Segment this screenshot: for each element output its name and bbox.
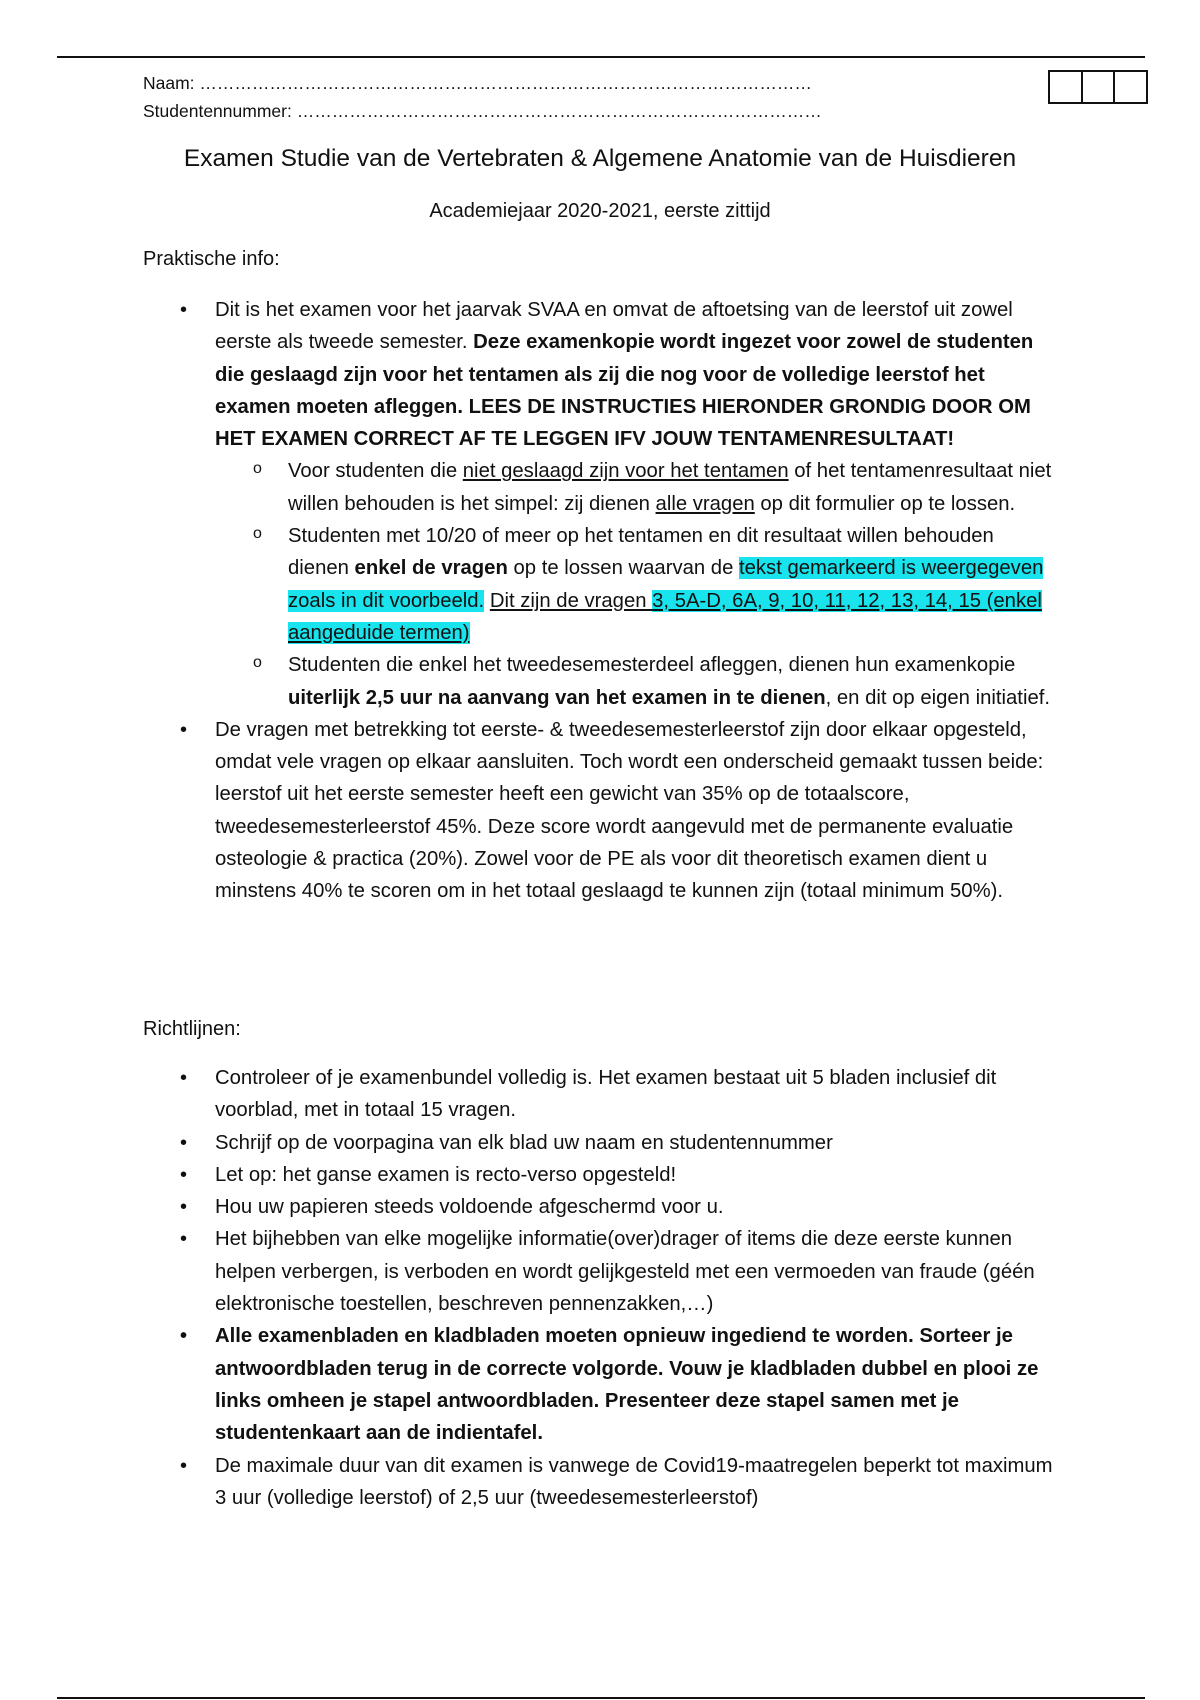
sub-list-item xyxy=(0,455,1060,520)
list-item: • Schrijf op de voorpagina van elk blad uw naam en studentennummer xyxy=(0,1127,1060,1159)
text: Voor studenten die xyxy=(288,460,463,483)
text: op dit formulier op te lossen. xyxy=(754,492,1016,515)
score-box xyxy=(1083,72,1116,102)
highlighted-question-list: 3, 5A-D, 6A, 9, 10, 11, 12, 13, 14, 15 (enkel aangeduide termen) xyxy=(288,589,1042,644)
list-item: • Let op: het ganse examen is recto-verso opgesteld! xyxy=(0,1159,1060,1191)
text: Studenten met 10/20 of meer op het tentamen en dit resultaat willen behouden dienen xyxy=(288,525,994,580)
exam-title: Examen Studie van de Vertebraten & Algemene Anatomie van de Huisdieren xyxy=(183,145,1017,172)
bold-text: uiterlijk 2,5 uur na aanvang van het examen in te dienen xyxy=(288,686,826,709)
list-item: • De maximale duur van dit examen is vanwege de Covid19-maatregelen beperkt tot maximum 3 uur (volledige leerstof) of 2,5 uur (tweedesemesterleerstof) xyxy=(0,1450,1060,1515)
text: , en dit op eigen initiatief. xyxy=(825,686,1050,709)
underlined-text: niet geslaagd zijn voor het tentamen xyxy=(462,460,789,483)
guidelines-list xyxy=(0,1062,1200,1514)
highlighted-text: tekst gemarkeerd is weergegeven zoals in dit voorbeeld. xyxy=(288,557,1044,612)
practical-info-list xyxy=(0,294,1200,908)
text: Dit is het examen voor het jaarvak SVAA en omvat de aftoetsing van de leerstof uit zowel eerste als tweede semester. xyxy=(215,299,1013,354)
score-box xyxy=(1115,72,1146,102)
exam-subtitle: Academiejaar 2020-2021, eerste zittijd xyxy=(429,200,771,222)
list-item: • Controleer of je examenbundel volledig is. Het examen bestaat uit 5 bladen inclusief dit voorblad, met in totaal 15 vragen. xyxy=(0,1062,1060,1127)
text: Studenten die enkel het tweedesemesterdeel afleggen, dienen hun examenkopie xyxy=(288,654,1016,677)
bottom-rule xyxy=(57,1697,1145,1699)
score-boxes xyxy=(1048,70,1148,104)
text: De vragen met betrekking tot eerste- & tweedesemesterleerstof zijn door elkaar opgesteld, omdat vele vragen op elkaar aansluiten. Toch wordt een onderscheid gemaakt tussen beide: leerstof uit het eerste semester heeft een gewicht van 35% op de totaalscore, tweedesemesterleerstof 45%. Deze score wordt aangevuld met de permanente evaluatie osteologie & practica (20%). Zowel voor de PE als voor dit theoretisch examen dient u minstens 40% te scoren om in het totaal geslaagd te kunnen zijn (totaal minimum 50%). xyxy=(215,718,1044,903)
student-number-field: Studentennummer: ……………………………………………………………………………… xyxy=(143,101,822,121)
sub-list-item xyxy=(0,649,1060,714)
list-item: • Alle examenbladen en kladbladen moeten opnieuw ingediend te worden. Sorteer je antwoordbladen terug in de correcte volgorde. Vouw je kladbladen dubbel en plooi ze links omheen je stapel antwoordbladen. Presenteer deze stapel samen met je studentenkaart aan de indientafel. xyxy=(0,1320,1060,1449)
list-item: • Het bijhebben van elke mogelijke informatie(over)drager of items die deze eerste kunnen helpen verbergen, is verboden en wordt gelijkgesteld met een vermoeden van fraude (géén elektronische toestellen, beschreven pennenzakken,…) xyxy=(0,1223,1060,1320)
list-item xyxy=(0,294,1060,455)
practical-info-heading: Praktische info: xyxy=(143,248,280,270)
score-box xyxy=(1050,72,1083,102)
list-item: • Hou uw papieren steeds voldoende afgeschermd voor u. xyxy=(0,1191,1060,1223)
sub-list-item xyxy=(0,520,1060,649)
list-item xyxy=(0,714,1060,908)
underlined-text: Dit zijn de vragen xyxy=(489,589,653,612)
top-rule xyxy=(57,56,1145,58)
underlined-text: alle vragen xyxy=(655,492,755,515)
name-field: Naam: …………………………………………………………………………………………… xyxy=(143,73,812,93)
text: of het tentamenresultaat niet willen behouden is het simpel: zij dienen xyxy=(288,460,1052,515)
bold-text: enkel de vragen xyxy=(354,557,508,580)
guidelines-heading: Richtlijnen: xyxy=(143,1018,241,1040)
bold-text: Deze examenkopie wordt ingezet voor zowel de studenten die geslaagd zijn voor het tentamen als zij die nog voor de volledige leerstof het examen moeten afleggen. LEES DE INSTRUCTIES HIERONDER GRONDIG DOOR OM HET EXAMEN CORRECT AF TE LEGGEN IFV JOUW TENTAMENRESULTAAT! xyxy=(215,331,1034,451)
text: op te lossen waarvan de xyxy=(507,557,739,580)
